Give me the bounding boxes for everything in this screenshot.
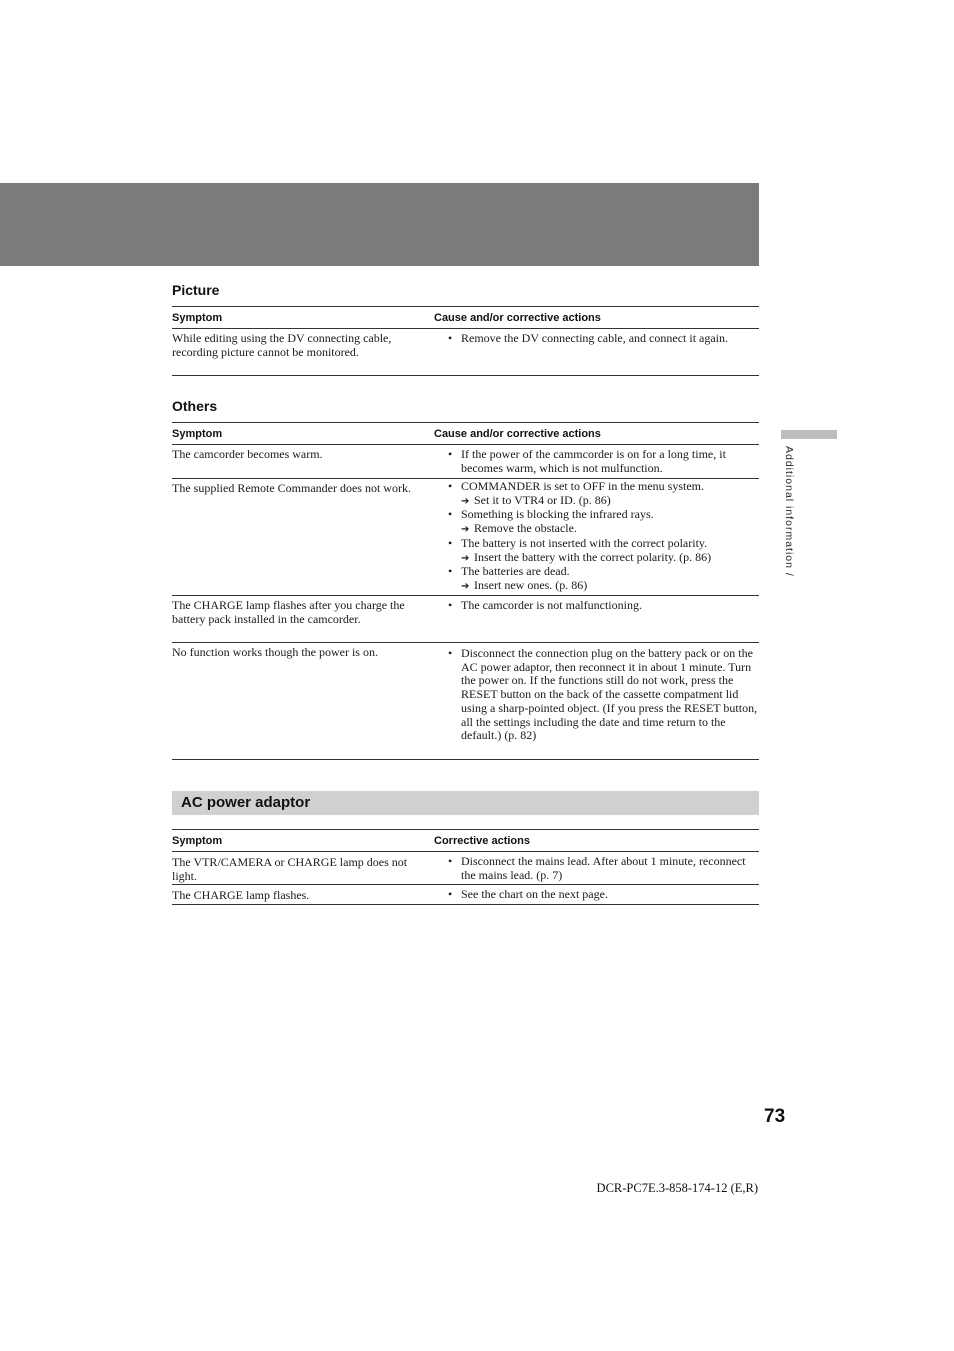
page-number: 73: [764, 1106, 786, 1127]
header-actions: Cause and/or corrective actions: [434, 311, 601, 324]
others-table: [172, 422, 759, 760]
action-item: • The batteries are dead. ➔ Insert new ones. (p. 86): [448, 564, 588, 592]
action-item: • If the power of the cammcorder is on for a long time, it becomes warm, which is not mulfunction.: [448, 447, 726, 475]
side-tab: [781, 430, 837, 439]
header-symptom: Symptom: [172, 834, 223, 847]
arrow-icon: ➔: [461, 524, 470, 536]
side-section-label: Additional information /: [783, 446, 795, 577]
table-header: [172, 830, 759, 852]
header-actions: Cause and/or corrective actions: [434, 427, 601, 440]
header-actions: Corrective actions: [434, 834, 530, 847]
ac-adaptor-table: [172, 829, 759, 905]
section-title-others: Others: [172, 398, 218, 414]
header-band: [0, 183, 759, 266]
symptom-cell: No function works though the power is on.: [172, 645, 378, 659]
table-header: [172, 423, 759, 445]
action-item: • The battery is not inserted with the correct polarity. ➔ Insert the battery with the correct polarity. (p. 86): [448, 535, 712, 564]
table-row: [172, 885, 759, 905]
header-symptom: Symptom: [172, 427, 223, 440]
table-row: [172, 852, 759, 885]
action-item: • The camcorder is not malfunctioning.: [448, 598, 642, 612]
symptom-cell: While editing using the DV connecting cable, recording picture cannot be monitored.: [172, 331, 392, 359]
picture-table: [172, 306, 759, 376]
symptom-cell: The VTR/CAMERA or CHARGE lamp does not light.: [172, 855, 408, 883]
symptom-cell: The supplied Remote Commander does not work.: [172, 481, 411, 495]
section-title-picture: Picture: [172, 282, 220, 298]
table-row: [172, 329, 759, 376]
table-row: [172, 445, 759, 479]
footer-model-code: DCR-PC7E.3-858-174-12 (E,R): [596, 1181, 758, 1195]
action-item: • COMMANDER is set to OFF in the menu system. ➔ Set it to VTR4 or ID. (p. 86): [448, 479, 705, 507]
header-symptom: Symptom: [172, 311, 223, 324]
table-row: [172, 596, 759, 643]
symptom-cell: The CHARGE lamp flashes.: [172, 888, 310, 902]
table-row: [172, 643, 759, 760]
action-item: • Something is blocking the infrared rays. ➔ Remove the obstacle.: [448, 507, 654, 536]
action-item: • See the chart on the next page.: [448, 887, 608, 901]
table-header: [172, 307, 759, 329]
table-row: [172, 479, 759, 596]
symptom-cell: The camcorder becomes warm.: [172, 447, 323, 461]
action-item: • Remove the DV connecting cable, and connect it again.: [448, 331, 729, 345]
symptom-cell: The CHARGE lamp flashes after you charge the battery pack installed in the camcorder.: [172, 598, 405, 626]
action-item: • Disconnect the connection plug on the battery pack or on the AC power adaptor, then reconnect it in about 1 minute. Turn the power on. If the functions still do not work, press the RESET button on the back of the cassette compatment lid using a sharp-pointed object. (If you press the RESET button, all the settings including the date and time return to the default.) (p. 82): [448, 646, 758, 743]
arrow-icon: ➔: [461, 495, 470, 507]
section-banner-ac-power-adaptor: AC power adaptor: [172, 791, 759, 815]
action-item: • Disconnect the mains lead. After about 1 minute, reconnect the mains lead. (p. 7): [448, 854, 746, 882]
arrow-icon: ➔: [461, 580, 470, 592]
arrow-icon: ➔: [461, 552, 470, 564]
